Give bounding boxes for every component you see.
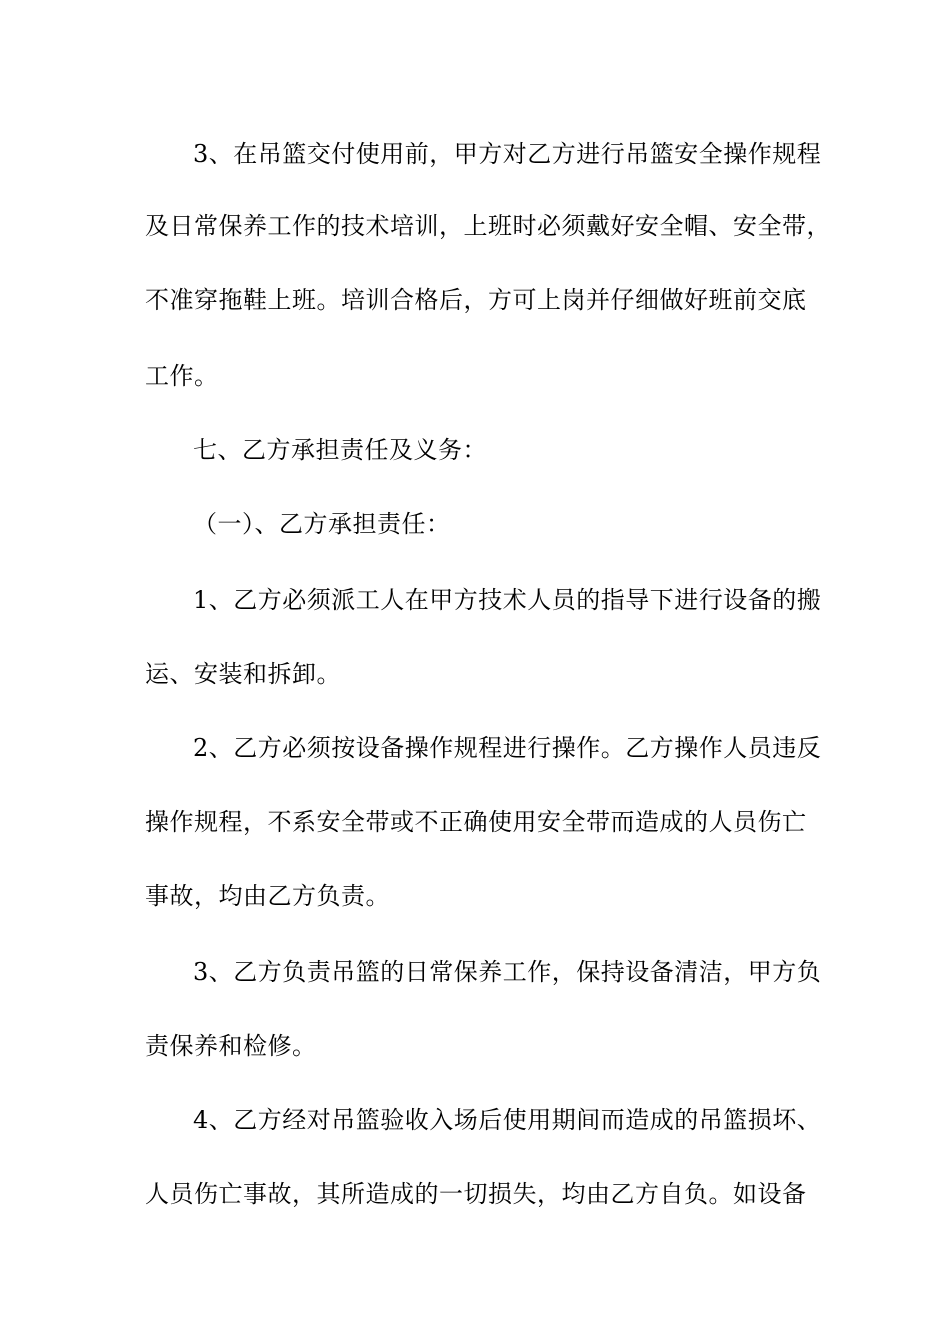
paragraph-line: 2、乙方必须按设备操作规程进行操作。乙方操作人员违反 <box>193 734 822 762</box>
paragraph-line: 事故，均由乙方负责。 <box>145 882 390 910</box>
paragraph-line: 不准穿拖鞋上班。培训合格后，方可上岗并仔细做好班前交底 <box>145 286 807 314</box>
paragraph-line: 运、安装和拆卸。 <box>145 660 341 688</box>
paragraph-line: 3、在吊篮交付使用前，甲方对乙方进行吊篮安全操作规程 <box>193 140 822 168</box>
paragraph-line: 操作规程，不系安全带或不正确使用安全带而造成的人员伤亡 <box>145 808 807 836</box>
subsection-heading: （一）、乙方承担责任： <box>193 510 451 538</box>
paragraph-line: 责保养和检修。 <box>145 1032 317 1060</box>
paragraph-line: 3、乙方负责吊篮的日常保养工作，保持设备清洁，甲方负 <box>193 958 822 986</box>
paragraph-line: 人员伤亡事故，其所造成的一切损失，均由乙方自负。如设备 <box>145 1180 807 1208</box>
paragraph-line: 工作。 <box>145 362 219 390</box>
paragraph-line: 1、乙方必须派工人在甲方技术人员的指导下进行设备的搬 <box>193 586 822 614</box>
paragraph-line: 4、乙方经对吊篮验收入场后使用期间而造成的吊篮损坏、 <box>193 1106 822 1134</box>
section-heading: 七、乙方承担责任及义务： <box>193 436 487 464</box>
paragraph-line: 及日常保养工作的技术培训，上班时必须戴好安全帽、安全带， <box>145 212 831 240</box>
